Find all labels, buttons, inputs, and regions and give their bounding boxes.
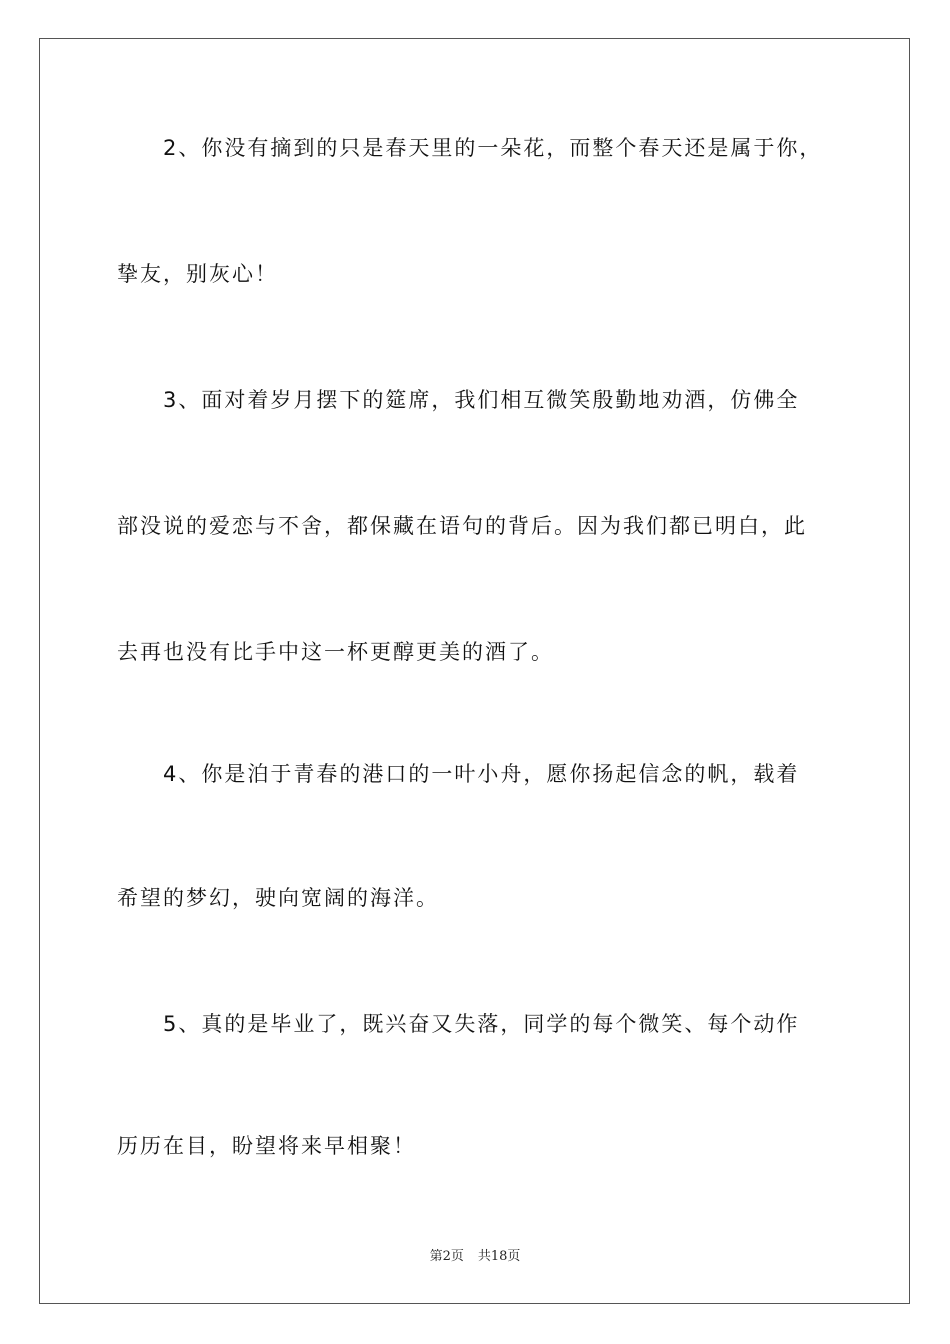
total-pages: 共18页 [477, 1249, 521, 1264]
paragraph-3-line-3: 去再也没有比手中这一杯更醇更美的酒了。 [117, 640, 554, 664]
page-border [39, 38, 910, 1304]
page-footer [0, 1249, 950, 1265]
paragraph-4-line-1: 4、你是泊于青春的港口的一叶小舟，愿你扬起信念的帆，载着 [163, 762, 800, 786]
paragraph-5-line-1: 5、真的是毕业了，既兴奋又失落，同学的每个微笑、每个动作 [163, 1012, 800, 1036]
paragraph-5-line-2: 历历在目，盼望将来早相聚！ [117, 1134, 416, 1158]
paragraph-3-line-1: 3、面对着岁月摆下的筵席，我们相互微笑殷勤地劝酒，仿佛全 [163, 388, 800, 412]
current-page-number: 第2页 [429, 1249, 464, 1264]
paragraph-4-line-2: 希望的梦幻，驶向宽阔的海洋。 [117, 886, 439, 910]
paragraph-2-line-2: 挚友，别灰心！ [117, 262, 278, 286]
paragraph-3-line-2: 部没说的爱恋与不舍，都保藏在语句的背后。因为我们都已明白，此 [117, 514, 807, 538]
paragraph-2-line-1: 2、你没有摘到的只是春天里的一朵花，而整个春天还是属于你， [163, 136, 823, 160]
